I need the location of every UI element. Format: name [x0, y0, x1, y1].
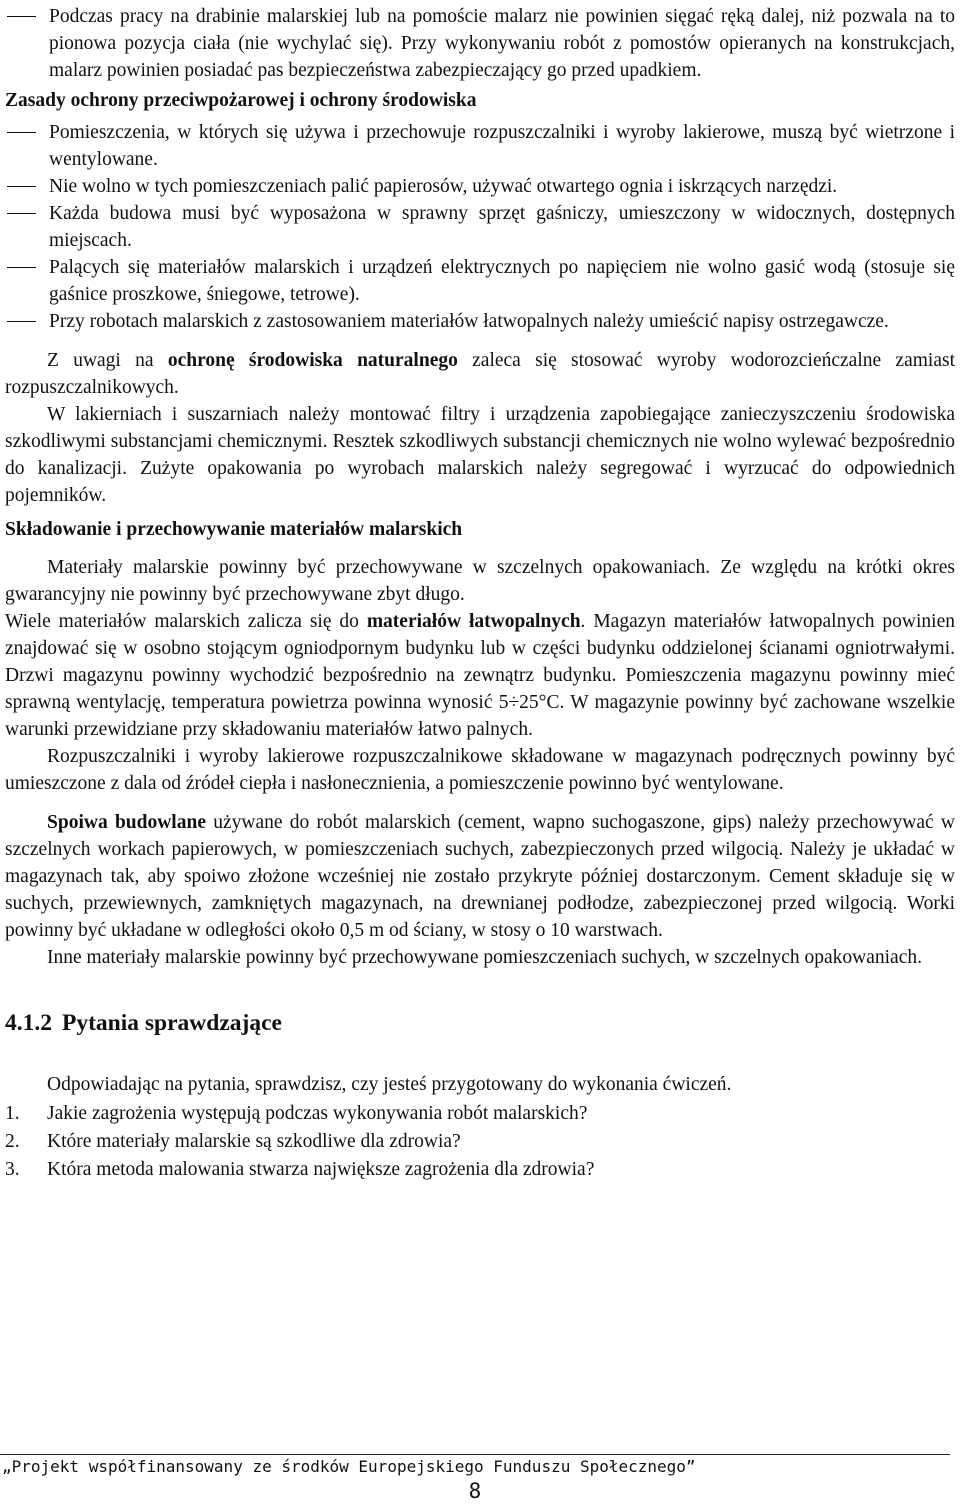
storage-p4-bold: Spoiwa budowlane — [47, 812, 206, 833]
page-footer — [0, 1454, 950, 1477]
fire-rule-item: Każda budowa musi być wyposażona w sprawny sprzęt gaśniczy, umieszczony w widocznych, dostępnych miejscach. — [5, 200, 955, 254]
questions-section-title: Pytania sprawdzające — [62, 1010, 282, 1036]
env-text-post: zaleca się stosować wyroby wodorozcieńczalne zamiast rozpuszczalnikowych. — [5, 350, 955, 398]
question-number: 3. — [5, 1159, 20, 1180]
footer-divider — [0, 1454, 950, 1455]
storage-p2-post: . Magazyn materiałów łatwopalnych powinien znajdować się w osobno stojącym ogniodpornym budynku lub w części budynku oddzielonej ścianami ogniotrwałymi. Drzwi magazynu powinny wychodzić bezpośrednio na zewnątrz budynku. Pomieszczenia magazynu powinny mieć sprawną wentylację, temperatura powietrza powinna wynosić 5÷25°C. W magazynie powinny być zachowane wszelkie warunki przewidziane przy składowaniu materiałów łatwo palnych. — [5, 611, 955, 740]
storage-p2-bold: materiałów łatwopalnych — [366, 611, 581, 632]
question-item — [5, 1100, 955, 1127]
environment-paragraph — [5, 347, 955, 401]
footer-project-note: „Projekt współfinansowany ze środków Europejskiego Funduszu Społecznego” — [2, 1457, 696, 1476]
question-number: 2. — [5, 1131, 20, 1152]
fire-rule-item: Nie wolno w tych pomieszczeniach palić papierosów, używać otwartego ognia i iskrzących narzędzi. — [5, 173, 955, 200]
storage-paragraph-3: Rozpuszczalniki i wyroby lakierowe rozpuszczalnikowe składowane w magazynach podręcznych powinny być umieszczone z dala od źródeł ciepła i nasłonecznienia, a pomieszczenie powinno być wentylowane. — [5, 746, 955, 794]
storage-p2-pre: Wiele materiałów malarskich zalicza się do — [5, 611, 367, 632]
intro-bullet: Podczas pracy na drabinie malarskiej lub na pomoście malarz nie powinien sięgać ręką dalej, niż pozwala na to pionowa pozycja ciała (nie wychylać się). Przy wykonywaniu robót z pomostów opieranych na konstrukcjach, malarz powinien posiadać pas bezpieczeństwa zabezpieczający go przed upadkiem. — [5, 3, 955, 84]
storage-paragraph-5: Inne materiały malarskie powinny być przechowywane pomieszczeniach suchych, w szczelnych opakowaniach. — [47, 947, 922, 968]
fire-protection-heading: Zasady ochrony przeciwpożarowej i ochrony środowiska — [5, 90, 477, 111]
storage-p4-post: używane do robót malarskich (cement, wapno suchogaszone, gips) należy przechowywać w szczelnych workach papierowych, w pomieszczeniach suchych, zabezpieczonych przed wilgocią. Należy je układać w magazynach tak, aby spoiwo złożone wcześniej nie zostało przykryte później dostarczonym. Cement składuje się w suchych, przewiewnych, zamkniętych magazynach, na drewnianej podłodze, zabezpieczonej przed wilgocią. Worki powinny być układane w odległości około 0,5 m od ściany, w stosy o 10 warstwach. — [5, 812, 955, 941]
storage-paragraph-1: Materiały malarskie powinny być przechowywane w szczelnych opakowaniach. Ze względu na krótki okres gwarancyjny nie powinny być przechowywane zbyt długo. — [5, 557, 955, 605]
question-text: Która metoda malowania stwarza największe zagrożenia dla zdrowia? — [47, 1159, 595, 1180]
fire-rules-list — [5, 119, 955, 335]
fire-rule-item: Palących się materiałów malarskich i urządzeń elektrycznych po napięciem nie wolno gasić wodą (stosuje się gaśnice proszkowe, śniegowe, tetrowe). — [5, 254, 955, 308]
env-text-pre: Z uwagi na — [47, 350, 168, 371]
env-text-bold: ochronę środowiska naturalnego — [167, 350, 458, 371]
fire-rule-item: Przy robotach malarskich z zastosowaniem materiałów łatwopalnych należy umieścić napisy ostrzegawcze. — [5, 308, 955, 335]
document-page — [5, 0, 955, 1184]
questions-section-number: 4.1.2 — [5, 1010, 52, 1036]
question-item — [5, 1156, 955, 1183]
page-number: 8 — [468, 1479, 482, 1503]
question-number: 1. — [5, 1103, 20, 1124]
storage-paragraph-2 — [5, 608, 955, 743]
environment-paragraph-2: W lakierniach i suszarniach należy montować filtry i urządzenia zapobiegające zanieczyszczeniu środowiska szkodliwymi substancjami chemicznymi. Resztek szkodliwych substancji chemicznych nie wolno wylewać bezpośrednio do kanalizacji. Zużyte opakowania po wyrobach malarskich należy segregować i wyrzucać do odpowiednich pojemników. — [5, 404, 955, 506]
questions-intro: Odpowiadając na pytania, sprawdzisz, czy jesteś przygotowany do wykonania ćwiczeń. — [47, 1074, 732, 1095]
storage-heading: Składowanie i przechowywanie materiałów malarskich — [5, 519, 463, 540]
question-text: Jakie zagrożenia występują podczas wykonywania robót malarskich? — [47, 1103, 588, 1124]
questions-heading — [5, 1008, 955, 1038]
question-item — [5, 1128, 955, 1155]
intro-bullet-list — [5, 3, 955, 84]
fire-rule-item: Pomieszczenia, w których się używa i przechowuje rozpuszczalniki i wyroby lakierowe, muszą być wietrzone i wentylowane. — [5, 119, 955, 173]
storage-paragraph-4 — [5, 809, 955, 944]
question-text: Które materiały malarskie są szkodliwe dla zdrowia? — [47, 1131, 461, 1152]
questions-list — [5, 1100, 955, 1183]
